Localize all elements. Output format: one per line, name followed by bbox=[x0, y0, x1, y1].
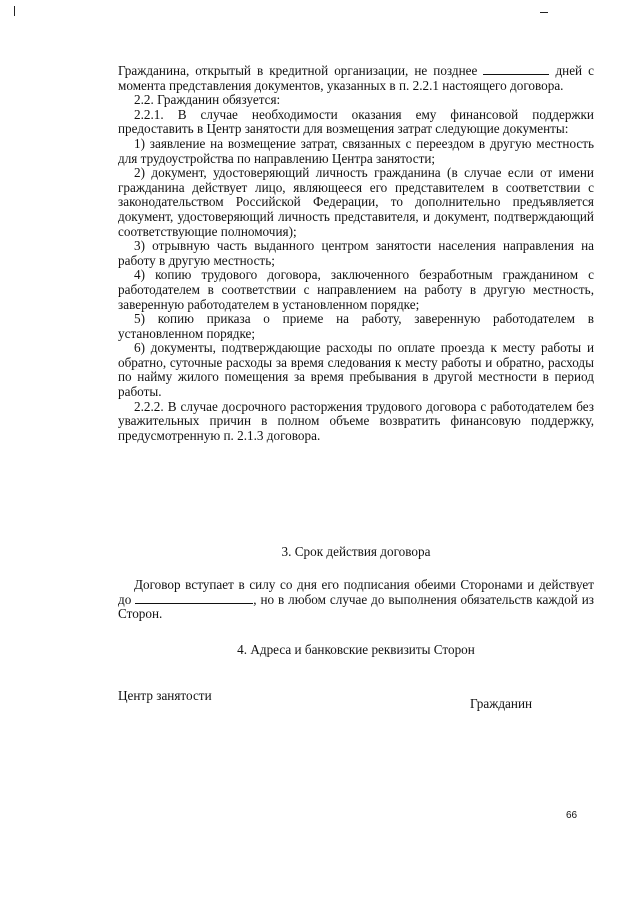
term-date-blank bbox=[135, 593, 253, 604]
doc-item-2: 2) документ, удостоверяющий личность гражданина (в случае если от имени гражданина действует лицо, являющееся его представителем в соответствии с законодательством Российской Федерации, то дополнительно предъявляется документ, удостоверяющий личность представителя, и документ, подтверждающий соответствующие полномочия); bbox=[118, 165, 594, 239]
term-text-pre: Договор вступает в силу со дня его подписания обеими Сторонами и действует до bbox=[118, 577, 594, 607]
doc-item-1: 1) заявление на возмещение затрат, связанных с переездом в другую местность для трудоустройства по направлению Центра занятости; bbox=[118, 135, 594, 166]
party-citizen: Гражданин bbox=[470, 696, 533, 711]
scan-artifact-right bbox=[540, 12, 548, 13]
page-number: 66 bbox=[566, 810, 578, 821]
top-paragraph-line2: дней с момента представления документов, указанных в п. 2.2.1 настоящего договора. bbox=[118, 63, 594, 93]
section-4-heading: 4. Адреса и банковские реквизиты Сторон bbox=[237, 642, 475, 657]
contract-body bbox=[118, 64, 594, 443]
doc-item-6: 6) документы, подтверждающие расходы по оплате проезда к месту работы и обратно, суточные расходы за время следования к месту работы и обратно, расходы по найму жилого помещения за время пребывания в другой местности в период работы. bbox=[118, 340, 594, 400]
doc-item-3: 3) отрывную часть выданного центром занятости населения направления на работу в другую местность; bbox=[118, 238, 594, 268]
top-paragraph bbox=[118, 64, 594, 93]
party-employment-center: Центр занятости bbox=[118, 688, 212, 703]
section-2-2-title: 2.2. Гражданин обязуется: bbox=[134, 92, 281, 108]
item-2-2-2: 2.2.2. В случае досрочного расторжения трудового договора с работодателем без уважительных причин в полном объеме возвратить финансовую поддержку, предусмотренную п. 2.1.3 договора. bbox=[118, 398, 594, 443]
section-3-heading: 3. Срок действия договора bbox=[281, 544, 431, 559]
term-text-post: , но в любом случае до выполнения обязательств каждой из Сторон. bbox=[118, 591, 595, 622]
top-paragraph-line1: Гражданина, открытый в кредитной организации, не позднее bbox=[118, 63, 478, 78]
doc-item-5: 5) копию приказа о приеме на работу, заверенную работодателем в установленном порядке; bbox=[118, 311, 594, 341]
payment-days-blank bbox=[483, 64, 549, 75]
item-2-2-1: 2.2.1. В случае необходимости оказания ему финансовой поддержки предоставить в Центр занятости для возмещения затрат следующие документы: bbox=[118, 106, 594, 137]
scan-artifact-left bbox=[14, 6, 15, 16]
doc-item-4: 4) копию трудового договора, заключенного безработным гражданином с работодателем в соответствии с направлением на работу в другую местность, заверенную работодателем в установленном порядке; bbox=[118, 267, 594, 312]
section-3-text bbox=[118, 578, 594, 622]
